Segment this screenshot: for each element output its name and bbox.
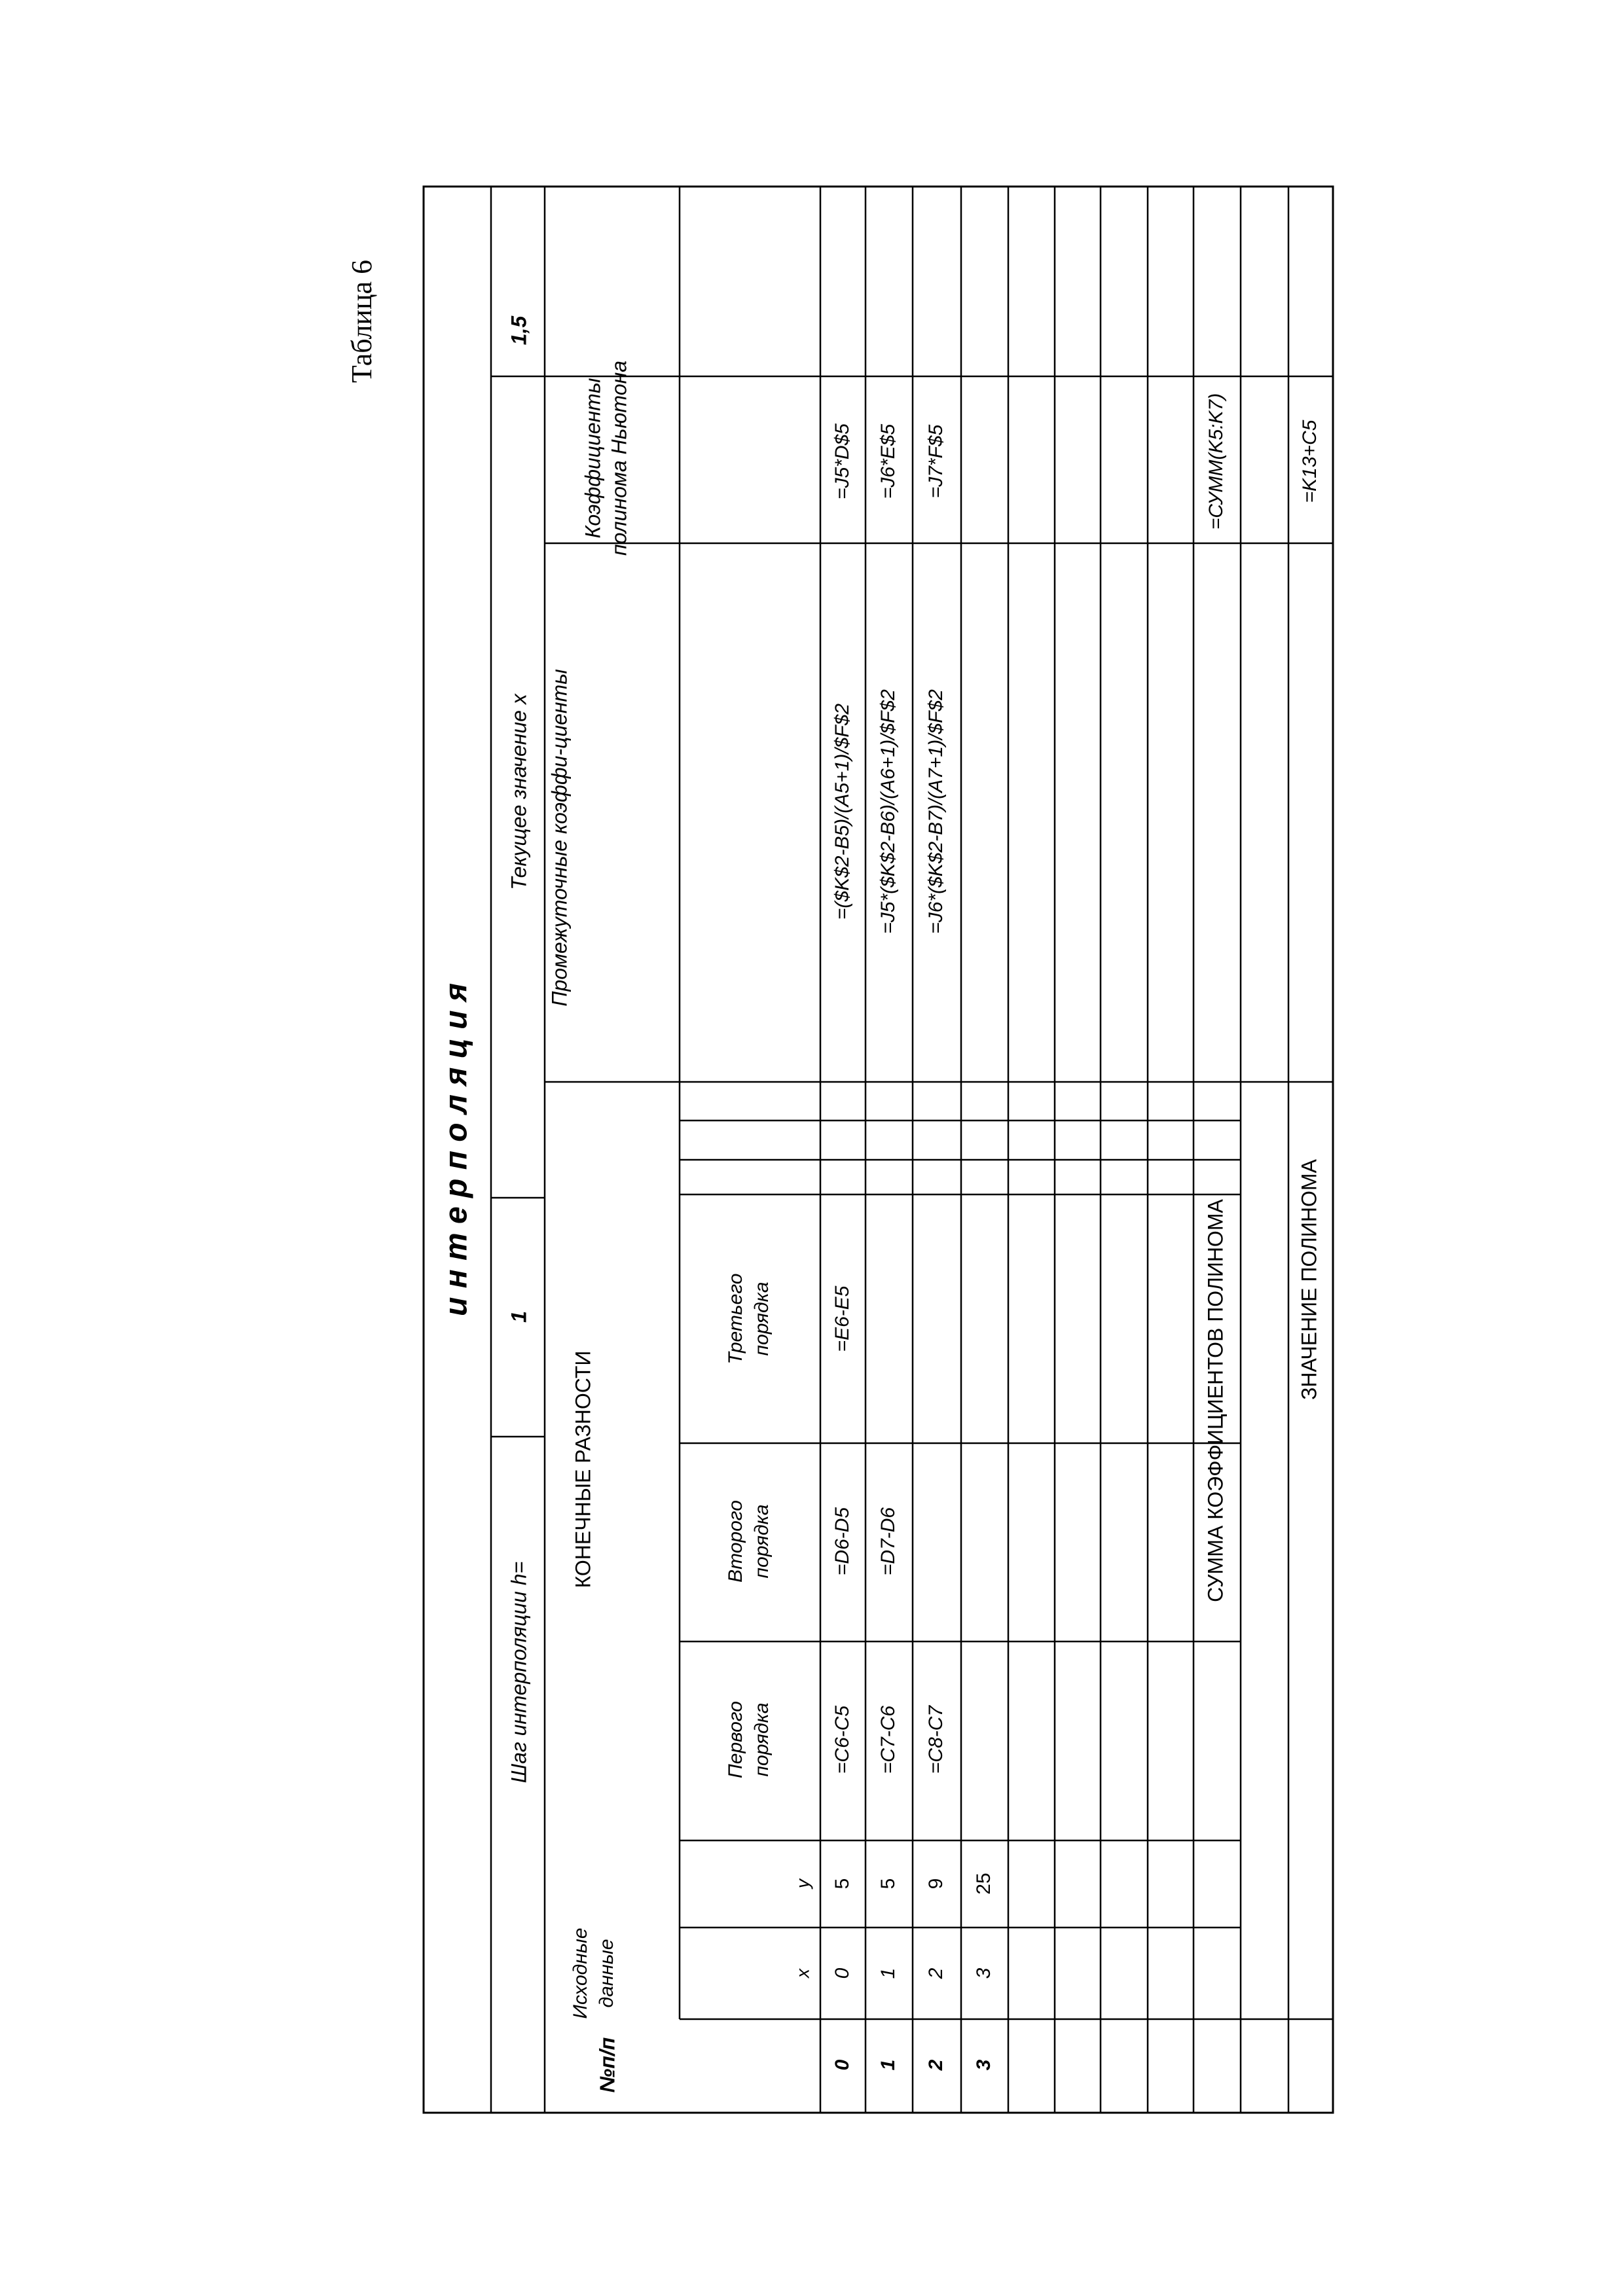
row-index: 3 bbox=[972, 2059, 994, 2071]
row-first-diff: =C6-C5 bbox=[831, 1705, 853, 1774]
third-order-line2: порядка bbox=[750, 1282, 773, 1356]
row-first-diff: =C7-C6 bbox=[877, 1705, 899, 1774]
y-header: y bbox=[792, 1879, 813, 1888]
row-y: 9 bbox=[924, 1878, 947, 1890]
coef-header-line1: Коэффициенты bbox=[581, 378, 605, 539]
row-x: 2 bbox=[924, 1967, 947, 1979]
intermediate-header: Промежуточные коэффи-циенты bbox=[547, 669, 572, 1007]
diffs-header: КОНЕЧНЫЕ РАЗНОСТИ bbox=[571, 1350, 595, 1588]
row-coef: =J5*D$5 bbox=[831, 423, 853, 499]
row-second-diff: =D6-D5 bbox=[831, 1507, 853, 1576]
second-order-line2: порядка bbox=[750, 1504, 773, 1579]
table-caption: Таблица 6 bbox=[346, 259, 378, 383]
row-second-diff: =D7-D6 bbox=[877, 1507, 899, 1576]
first-order-line1: Первого bbox=[724, 1701, 746, 1778]
row-first-diff: =C8-C7 bbox=[924, 1705, 947, 1774]
current-x-label: Текущее значение x bbox=[507, 694, 531, 890]
second-order-line1: Второго bbox=[724, 1500, 746, 1583]
row-y: 5 bbox=[877, 1878, 899, 1890]
step-label: Шаг интерполяции h= bbox=[507, 1561, 531, 1784]
row-x: 1 bbox=[877, 1967, 899, 1979]
sum-label: СУММА КОЭФФИЦИЕНТОВ ПОЛИНОМА bbox=[1203, 1199, 1228, 1602]
row-intermediate: =($K$2-B5)/(A5+1)/$F$2 bbox=[831, 703, 853, 920]
poly-formula: =K13+C5 bbox=[1298, 420, 1321, 503]
poly-label: ЗНАЧЕНИЕ ПОЛИНОМА bbox=[1297, 1159, 1321, 1400]
row-third-diff: =E6-E5 bbox=[831, 1285, 853, 1352]
row-y: 25 bbox=[972, 1873, 994, 1895]
row-coef: =J6*E$5 bbox=[877, 423, 899, 499]
coef-header-line2: полинома Ньютона bbox=[607, 360, 631, 556]
current-x-value: 1,5 bbox=[507, 315, 531, 346]
row-y: 5 bbox=[831, 1878, 853, 1890]
sum-formula: =СУММ(K5:K7) bbox=[1205, 393, 1227, 530]
row-intermediate: =J5*($K$2-B6)/(A6+1)/$F$2 bbox=[877, 689, 899, 934]
first-order-line2: порядка bbox=[750, 1702, 773, 1777]
row-x: 3 bbox=[972, 1967, 994, 1979]
table-texts bbox=[439, 315, 1321, 2093]
row-intermediate: =J6*($K$2-B7)/(A7+1)/$F$2 bbox=[924, 689, 947, 934]
third-order-line1: Третьего bbox=[724, 1273, 746, 1365]
row-coef: =J7*F$5 bbox=[924, 424, 947, 499]
index-header: №п/п bbox=[595, 2037, 619, 2093]
row-index: 2 bbox=[924, 2059, 947, 2071]
x-header: x bbox=[792, 1969, 813, 1978]
row-index: 1 bbox=[877, 2059, 899, 2071]
step-value: 1 bbox=[507, 1311, 531, 1323]
table-title: и н т е р п о л я ц и я bbox=[439, 982, 474, 1317]
source-header-line2: данные bbox=[595, 1939, 617, 2008]
source-header-line1: Исходные bbox=[569, 1928, 591, 2019]
row-index: 0 bbox=[831, 2059, 853, 2071]
row-x: 0 bbox=[831, 1967, 853, 1979]
